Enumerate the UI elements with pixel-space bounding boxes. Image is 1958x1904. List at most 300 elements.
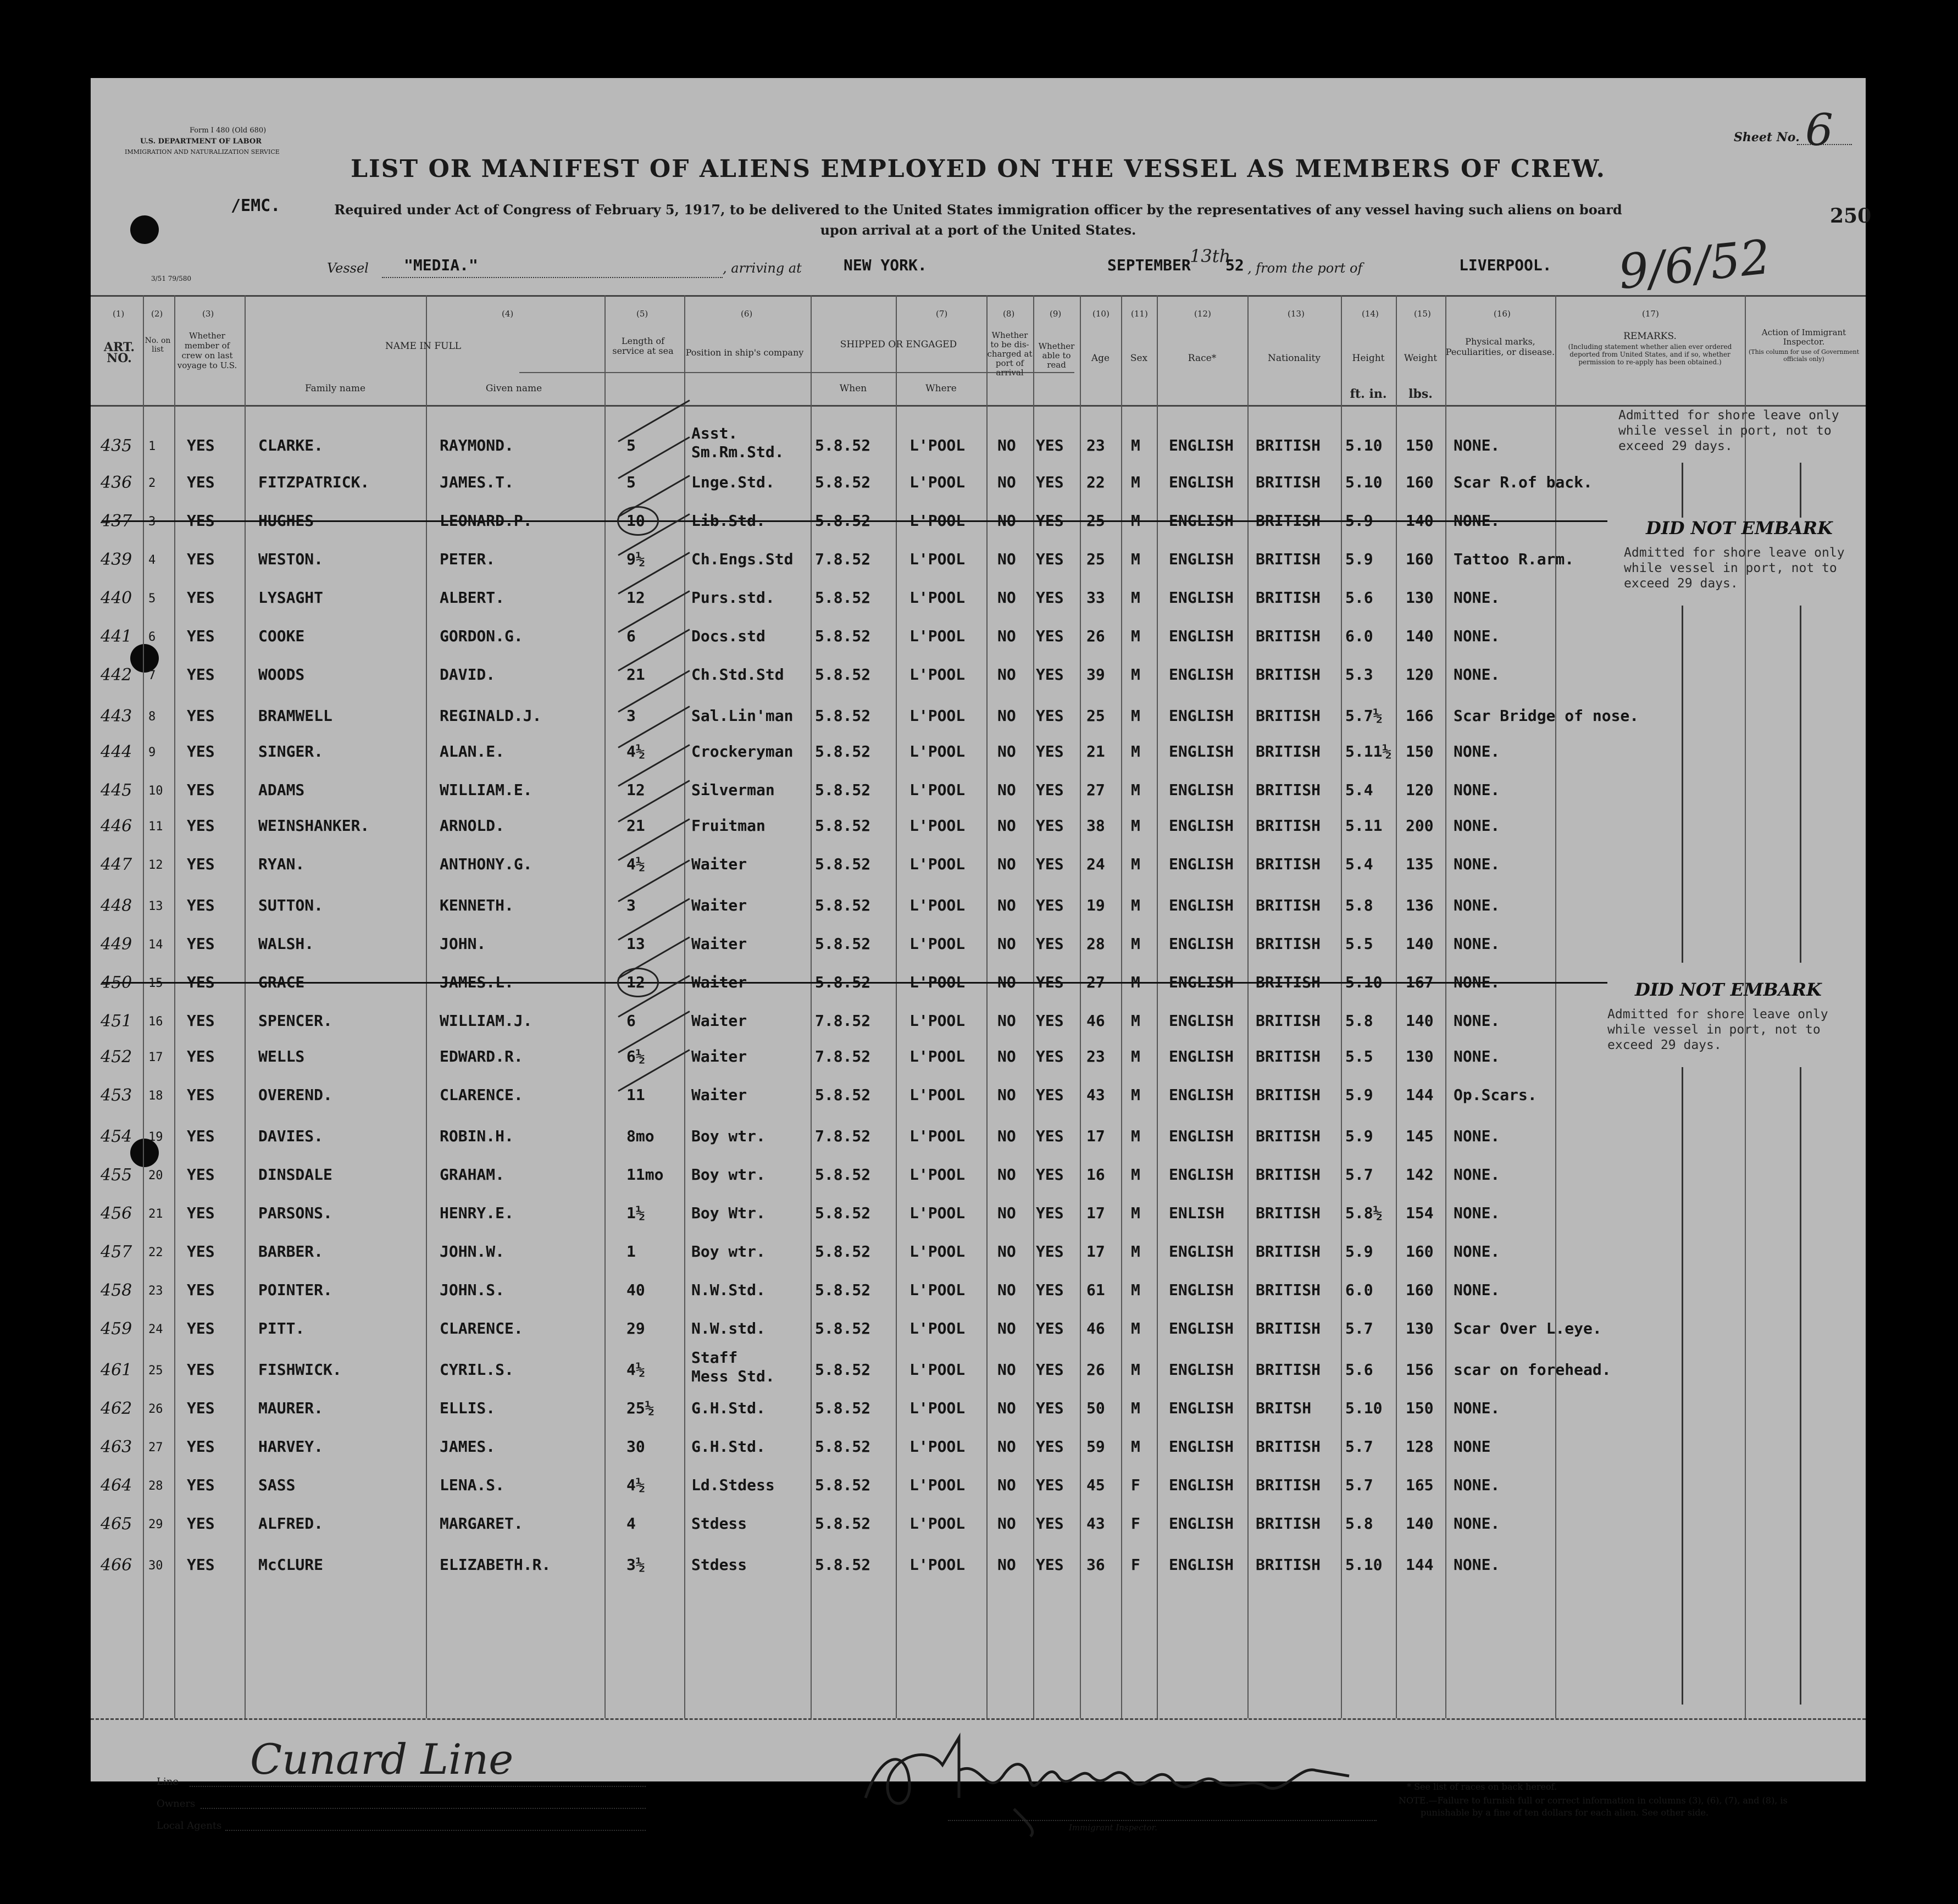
shipped-when: 5.8.52 xyxy=(815,855,871,873)
family-name: LYSAGHT xyxy=(258,589,324,607)
height: 5.10 xyxy=(1345,1399,1383,1417)
header-shipped-engaged: SHIPPED OR ENGAGED xyxy=(840,339,957,350)
art-no: 441 xyxy=(101,627,132,646)
physical-marks: NONE. xyxy=(1454,817,1500,835)
service-length: 12 xyxy=(626,589,645,607)
list-no: 7 xyxy=(148,669,156,682)
crew-last-voyage: YES xyxy=(187,707,215,725)
inspector-label: Immigrant Inspector. xyxy=(1069,1823,1157,1833)
remark-line: exceed 29 days. xyxy=(1607,1038,1722,1052)
position: Sal.Lin'man xyxy=(691,707,794,725)
column-number: (6) xyxy=(741,309,753,319)
crew-last-voyage: YES xyxy=(187,627,215,645)
table-row xyxy=(91,1119,1866,1152)
arrival-day: 13th xyxy=(1190,246,1231,267)
given-name: ANTHONY.G. xyxy=(440,855,533,873)
nationality: BRITISH xyxy=(1256,589,1321,607)
table-row xyxy=(91,927,1866,960)
physical-marks: NONE xyxy=(1454,1437,1491,1456)
service-length: 6 xyxy=(626,1012,636,1030)
weight: 135 xyxy=(1406,855,1434,873)
able-read: YES xyxy=(1036,973,1064,991)
sex: M xyxy=(1131,707,1140,725)
header-race: Race* xyxy=(1188,353,1217,364)
list-no: 26 xyxy=(148,1402,163,1416)
weight: 130 xyxy=(1406,589,1434,607)
height: 5.9 xyxy=(1345,550,1373,568)
list-no: 14 xyxy=(148,938,163,952)
discharged: NO xyxy=(997,935,1016,953)
nationality: BRITISH xyxy=(1256,1556,1321,1574)
list-no: 15 xyxy=(148,976,163,990)
shipped-when: 5.8.52 xyxy=(815,627,871,645)
crew-last-voyage: YES xyxy=(187,817,215,835)
sex: M xyxy=(1131,1047,1140,1065)
given-name: JAMES.L. xyxy=(440,973,514,991)
list-no: 16 xyxy=(148,1015,163,1029)
shipped-where: L'POOL xyxy=(909,935,966,953)
physical-marks: NONE. xyxy=(1454,896,1500,914)
nationality: BRITISH xyxy=(1256,473,1321,491)
circle-mark xyxy=(617,506,659,536)
list-no: 3 xyxy=(148,515,156,529)
circle-mark xyxy=(617,968,659,997)
family-name: COOKE xyxy=(258,627,305,645)
nationality: BRITISH xyxy=(1256,1476,1321,1494)
service-length: 4½ xyxy=(626,1361,645,1379)
family-name: SINGER. xyxy=(258,742,324,761)
header-height-unit: ft. in. xyxy=(1350,387,1387,401)
given-name: ELIZABETH.R. xyxy=(440,1556,551,1574)
weight: 150 xyxy=(1406,742,1434,761)
able-read: YES xyxy=(1036,707,1064,725)
shipped-where: L'POOL xyxy=(909,896,966,914)
sex: M xyxy=(1131,627,1140,645)
race: ENGLISH xyxy=(1169,896,1234,914)
column-number: (9) xyxy=(1050,309,1062,319)
weight: 130 xyxy=(1406,1319,1434,1337)
position: Stdess xyxy=(691,1556,747,1574)
able-read: YES xyxy=(1036,1242,1064,1261)
position: Stdess xyxy=(691,1514,747,1533)
sex: M xyxy=(1131,742,1140,761)
discharged: NO xyxy=(997,1399,1016,1417)
height: 5.10 xyxy=(1345,473,1383,491)
given-name: WILLIAM.E. xyxy=(440,781,533,799)
race: ENGLISH xyxy=(1169,1086,1234,1104)
shipped-where: L'POOL xyxy=(909,665,966,684)
shipped-where: L'POOL xyxy=(909,1012,966,1030)
header-weight: Weight xyxy=(1404,353,1438,364)
service-length: 6½ xyxy=(626,1047,645,1065)
art-no: 461 xyxy=(101,1361,132,1380)
service-length: 30 xyxy=(626,1437,645,1456)
sex: M xyxy=(1131,512,1140,530)
position: Docs.std xyxy=(691,627,766,645)
position: N.W.Std. xyxy=(691,1281,766,1299)
shipped-where: L'POOL xyxy=(909,817,966,835)
weight: 120 xyxy=(1406,665,1434,684)
list-no: 1 xyxy=(148,440,156,453)
sex: M xyxy=(1131,1437,1140,1456)
shipped-when: 5.8.52 xyxy=(815,512,871,530)
age: 16 xyxy=(1086,1165,1105,1184)
position: Waiter xyxy=(691,1047,747,1065)
shipped-when: 5.8.52 xyxy=(815,1242,871,1261)
header-physical-marks: Physical marks, Peculiarities, or disease. xyxy=(1445,336,1555,357)
ditto-mark xyxy=(1800,463,1801,518)
service-length: 40 xyxy=(626,1281,645,1299)
crew-last-voyage: YES xyxy=(187,855,215,873)
family-name: SPENCER. xyxy=(258,1012,332,1030)
discharged: NO xyxy=(997,1204,1016,1222)
service-length: 21 xyxy=(626,817,645,835)
weight: 140 xyxy=(1406,627,1434,645)
shipped-when: 5.8.52 xyxy=(815,1281,871,1299)
weight: 160 xyxy=(1406,1281,1434,1299)
given-name: RAYMOND. xyxy=(440,436,514,454)
age: 43 xyxy=(1086,1086,1105,1104)
race: ENLISH xyxy=(1169,1204,1225,1222)
height: 5.5 xyxy=(1345,1047,1373,1065)
line-rule xyxy=(190,1786,646,1787)
position: G.H.Std. xyxy=(691,1437,766,1456)
shipped-when: 7.8.52 xyxy=(815,1012,871,1030)
age: 25 xyxy=(1086,550,1105,568)
age: 50 xyxy=(1086,1399,1105,1417)
department: U.S. DEPARTMENT OF LABOR xyxy=(140,137,262,146)
nationality: BRITISH xyxy=(1256,896,1321,914)
nationality: BRITISH xyxy=(1256,935,1321,953)
discharged: NO xyxy=(997,707,1016,725)
list-no: 11 xyxy=(148,820,163,834)
remark-line: Admitted for shore leave only xyxy=(1618,408,1839,423)
nationality: BRITISH xyxy=(1256,1514,1321,1533)
service-length: 25½ xyxy=(626,1399,654,1417)
nationality: BRITISH xyxy=(1256,1086,1321,1104)
column-number: (17) xyxy=(1642,309,1659,319)
shipped-where: L'POOL xyxy=(909,742,966,761)
family-name: PARSONS. xyxy=(258,1204,332,1222)
list-no: 6 xyxy=(148,630,156,644)
crew-last-voyage: YES xyxy=(187,512,215,530)
service-length: 13 xyxy=(626,935,645,953)
discharged: NO xyxy=(997,550,1016,568)
discharged: NO xyxy=(997,1086,1016,1104)
shipped-where: L'POOL xyxy=(909,973,966,991)
list-no: 9 xyxy=(148,746,156,759)
nationality: BRITISH xyxy=(1256,512,1321,530)
position: Waiter xyxy=(691,973,747,991)
header-crew-last-voyage: Whether member of crew on last voyage to U.S. xyxy=(177,331,237,370)
sex: M xyxy=(1131,817,1140,835)
able-read: YES xyxy=(1036,550,1064,568)
remark-shore-leave-2 xyxy=(1624,545,1845,591)
discharged: NO xyxy=(997,742,1016,761)
shipped-where: L'POOL xyxy=(909,1047,966,1065)
weight: 140 xyxy=(1406,512,1434,530)
art-no: 459 xyxy=(101,1319,132,1339)
race: ENGLISH xyxy=(1169,512,1234,530)
age: 45 xyxy=(1086,1476,1105,1494)
table-bottom-rule xyxy=(91,1718,1866,1720)
able-read: YES xyxy=(1036,436,1064,454)
height: 5.8 xyxy=(1345,1514,1373,1533)
weight: 136 xyxy=(1406,896,1434,914)
ditto-mark xyxy=(1800,606,1801,963)
nationality: BRITISH xyxy=(1256,781,1321,799)
did-not-embark-2: DID NOT EMBARK xyxy=(1635,979,1822,1000)
weight: 167 xyxy=(1406,973,1434,991)
physical-marks: NONE. xyxy=(1454,1556,1500,1574)
sex: M xyxy=(1131,1281,1140,1299)
physical-marks: NONE. xyxy=(1454,589,1500,607)
able-read: YES xyxy=(1036,1437,1064,1456)
position: Sm.Rm.Std. xyxy=(691,443,784,461)
table-row xyxy=(91,1391,1866,1424)
service: IMMIGRATION AND NATURALIZATION SERVICE xyxy=(125,148,280,156)
shipped-when: 7.8.52 xyxy=(815,1047,871,1065)
art-no: 440 xyxy=(101,589,132,608)
shipped-where: L'POOL xyxy=(909,550,966,568)
discharged: NO xyxy=(997,973,1016,991)
discharged: NO xyxy=(997,1165,1016,1184)
position: Boy wtr. xyxy=(691,1165,766,1184)
race: ENGLISH xyxy=(1169,627,1234,645)
age: 17 xyxy=(1086,1127,1105,1145)
crew-last-voyage: YES xyxy=(187,436,215,454)
service-length: 10 xyxy=(626,512,645,530)
family-name: CLARKE. xyxy=(258,436,324,454)
subtitle-line2: upon arrival at a port of the United States. xyxy=(820,222,1136,238)
column-number: (10) xyxy=(1092,309,1110,319)
race: ENGLISH xyxy=(1169,665,1234,684)
height: 5.8 xyxy=(1345,1012,1373,1030)
weight: 165 xyxy=(1406,1476,1434,1494)
service-length: 3 xyxy=(626,707,636,725)
age: 39 xyxy=(1086,665,1105,684)
height: 5.10 xyxy=(1345,973,1383,991)
shipped-when: 5.8.52 xyxy=(815,1319,871,1337)
remark-shore-leave-3 xyxy=(1607,1007,1828,1053)
physical-marks: Scar Bridge of nose. xyxy=(1454,707,1639,725)
header-height: Height xyxy=(1352,353,1385,364)
family-name: WEINSHANKER. xyxy=(258,817,370,835)
list-no: 10 xyxy=(148,784,163,798)
physical-marks: NONE. xyxy=(1454,512,1500,530)
table-row xyxy=(91,504,1866,537)
height: 6.0 xyxy=(1345,627,1373,645)
position-prefix: Staff xyxy=(691,1348,738,1367)
sex: M xyxy=(1131,589,1140,607)
art-no: 457 xyxy=(101,1242,132,1262)
ditto-mark xyxy=(1682,463,1683,518)
family-name: GRACE xyxy=(258,973,305,991)
list-no: 27 xyxy=(148,1441,163,1455)
height: 6.0 xyxy=(1345,1281,1373,1299)
nationality: BRITISH xyxy=(1256,1204,1321,1222)
race: ENGLISH xyxy=(1169,1281,1234,1299)
crew-last-voyage: YES xyxy=(187,1204,215,1222)
list-no: 4 xyxy=(148,553,156,567)
physical-marks: NONE. xyxy=(1454,665,1500,684)
crew-last-voyage: YES xyxy=(187,1437,215,1456)
form-id: Form I 480 (Old 680) xyxy=(190,126,267,135)
column-number: (1) xyxy=(113,309,125,319)
nationality: BRITISH xyxy=(1256,1281,1321,1299)
service-length: 11mo xyxy=(626,1165,664,1184)
note-line2: punishable by a fine of ten dollars for each alien. See other side. xyxy=(1421,1807,1709,1818)
height: 5.11 xyxy=(1345,817,1383,835)
able-read: YES xyxy=(1036,1514,1064,1533)
header-length-service: Length of service at sea xyxy=(612,336,674,356)
given-name: ALBERT. xyxy=(440,589,505,607)
discharged: NO xyxy=(997,1242,1016,1261)
age: 36 xyxy=(1086,1556,1105,1574)
position: Mess Std. xyxy=(691,1367,775,1385)
shipped-when: 5.8.52 xyxy=(815,1361,871,1379)
family-name: SASS xyxy=(258,1476,296,1494)
crew-last-voyage: YES xyxy=(187,1281,215,1299)
race: ENGLISH xyxy=(1169,781,1234,799)
column-number: (11) xyxy=(1131,309,1148,319)
agents-rule xyxy=(225,1830,646,1831)
position: Waiter xyxy=(691,896,747,914)
race-note: * See list of races on back hereof. xyxy=(1407,1781,1557,1792)
discharged: NO xyxy=(997,1556,1016,1574)
remark-shore-leave-1 xyxy=(1618,408,1839,454)
sex: M xyxy=(1131,935,1140,953)
column-number: (2) xyxy=(151,309,163,319)
art-no: 454 xyxy=(101,1127,132,1146)
age: 22 xyxy=(1086,473,1105,491)
shipped-when: 5.8.52 xyxy=(815,1437,871,1456)
given-name: ROBIN.H. xyxy=(440,1127,514,1145)
race: ENGLISH xyxy=(1169,742,1234,761)
header-sex: Sex xyxy=(1130,353,1148,364)
ditto-mark xyxy=(1682,606,1683,963)
given-name: CLARENCE. xyxy=(440,1319,523,1337)
column-number: (5) xyxy=(636,309,648,319)
sex: M xyxy=(1131,665,1140,684)
race: ENGLISH xyxy=(1169,1399,1234,1417)
service-length: 5 xyxy=(626,473,636,491)
shipped-when: 5.8.52 xyxy=(815,896,871,914)
service-length: 1 xyxy=(626,1242,636,1261)
given-name: HENRY.E. xyxy=(440,1204,514,1222)
art-no: 449 xyxy=(101,935,132,954)
shipped-when: 5.8.52 xyxy=(815,1399,871,1417)
art-no: 450 xyxy=(101,973,132,992)
agents-label: Local Agents xyxy=(157,1820,222,1831)
service-length: 3½ xyxy=(626,1556,645,1574)
service-length: 6 xyxy=(626,627,636,645)
physical-marks: NONE. xyxy=(1454,1047,1500,1065)
age: 43 xyxy=(1086,1514,1105,1533)
crew-last-voyage: YES xyxy=(187,1242,215,1261)
height: 5.9 xyxy=(1345,1127,1373,1145)
crew-last-voyage: YES xyxy=(187,589,215,607)
art-no: 444 xyxy=(101,742,132,762)
discharged: NO xyxy=(997,1127,1016,1145)
given-name: GORDON.G. xyxy=(440,627,523,645)
crew-last-voyage: YES xyxy=(187,1165,215,1184)
physical-marks: NONE. xyxy=(1454,1476,1500,1494)
service-length: 8mo xyxy=(626,1127,654,1145)
family-name: MAURER. xyxy=(258,1399,324,1417)
family-name: WELLS xyxy=(258,1047,305,1065)
did-not-embark-1: DID NOT EMBARK xyxy=(1646,518,1833,539)
age: 33 xyxy=(1086,589,1105,607)
able-read: YES xyxy=(1036,1047,1064,1065)
column-number: (8) xyxy=(1003,309,1015,319)
discharged: NO xyxy=(997,589,1016,607)
position: Purs.std. xyxy=(691,589,775,607)
strike-through xyxy=(102,520,1607,522)
art-no: 442 xyxy=(101,665,132,685)
nationality: BRITISH xyxy=(1256,1165,1321,1184)
weight: 145 xyxy=(1406,1127,1434,1145)
list-no: 18 xyxy=(148,1089,163,1103)
art-no: 437 xyxy=(101,512,132,531)
table-row xyxy=(91,1196,1866,1229)
age: 28 xyxy=(1086,935,1105,953)
table-row xyxy=(91,1468,1866,1501)
art-no: 451 xyxy=(101,1012,132,1031)
given-name: GRAHAM. xyxy=(440,1165,505,1184)
art-no: 439 xyxy=(101,550,132,569)
race: ENGLISH xyxy=(1169,1556,1234,1574)
shipped-where: L'POOL xyxy=(909,1204,966,1222)
position: Waiter xyxy=(691,1012,747,1030)
shipped-where: L'POOL xyxy=(909,1476,966,1494)
able-read: YES xyxy=(1036,896,1064,914)
shipped-when: 5.8.52 xyxy=(815,742,871,761)
sex: M xyxy=(1131,1127,1140,1145)
age: 25 xyxy=(1086,707,1105,725)
age: 46 xyxy=(1086,1012,1105,1030)
column-number: (4) xyxy=(502,309,514,319)
weight: 160 xyxy=(1406,550,1434,568)
shipped-when: 5.8.52 xyxy=(815,817,871,835)
shipped-when: 5.8.52 xyxy=(815,473,871,491)
inspector-rule xyxy=(948,1820,1377,1821)
shipped-where: L'POOL xyxy=(909,855,966,873)
shipped-when: 5.8.52 xyxy=(815,781,871,799)
shipped-when: 7.8.52 xyxy=(815,1127,871,1145)
shipped-where: L'POOL xyxy=(909,1319,966,1337)
remark-line: while vessel in port, not to xyxy=(1618,424,1832,438)
table-row xyxy=(91,773,1866,806)
age: 46 xyxy=(1086,1319,1105,1337)
position: Boy wtr. xyxy=(691,1242,766,1261)
nationality: BRITISH xyxy=(1256,973,1321,991)
able-read: YES xyxy=(1036,1012,1064,1030)
shipped-when: 5.8.52 xyxy=(815,707,871,725)
crew-last-voyage: YES xyxy=(187,935,215,953)
given-name: LENA.S. xyxy=(440,1476,505,1494)
discharged: NO xyxy=(997,665,1016,684)
list-no: 22 xyxy=(148,1246,163,1259)
height: 5.3 xyxy=(1345,665,1373,684)
art-no: 466 xyxy=(101,1556,132,1575)
column-number: (16) xyxy=(1494,309,1511,319)
crew-last-voyage: YES xyxy=(187,665,215,684)
header-remarks-note: (Including statement whether alien ever ordered deported from United States, and if so, whether permission to re-apply has been obtained.) xyxy=(1568,343,1732,366)
shipped-when: 5.8.52 xyxy=(815,1086,871,1104)
service-length: 11 xyxy=(626,1086,645,1104)
strike-through xyxy=(102,982,1607,984)
